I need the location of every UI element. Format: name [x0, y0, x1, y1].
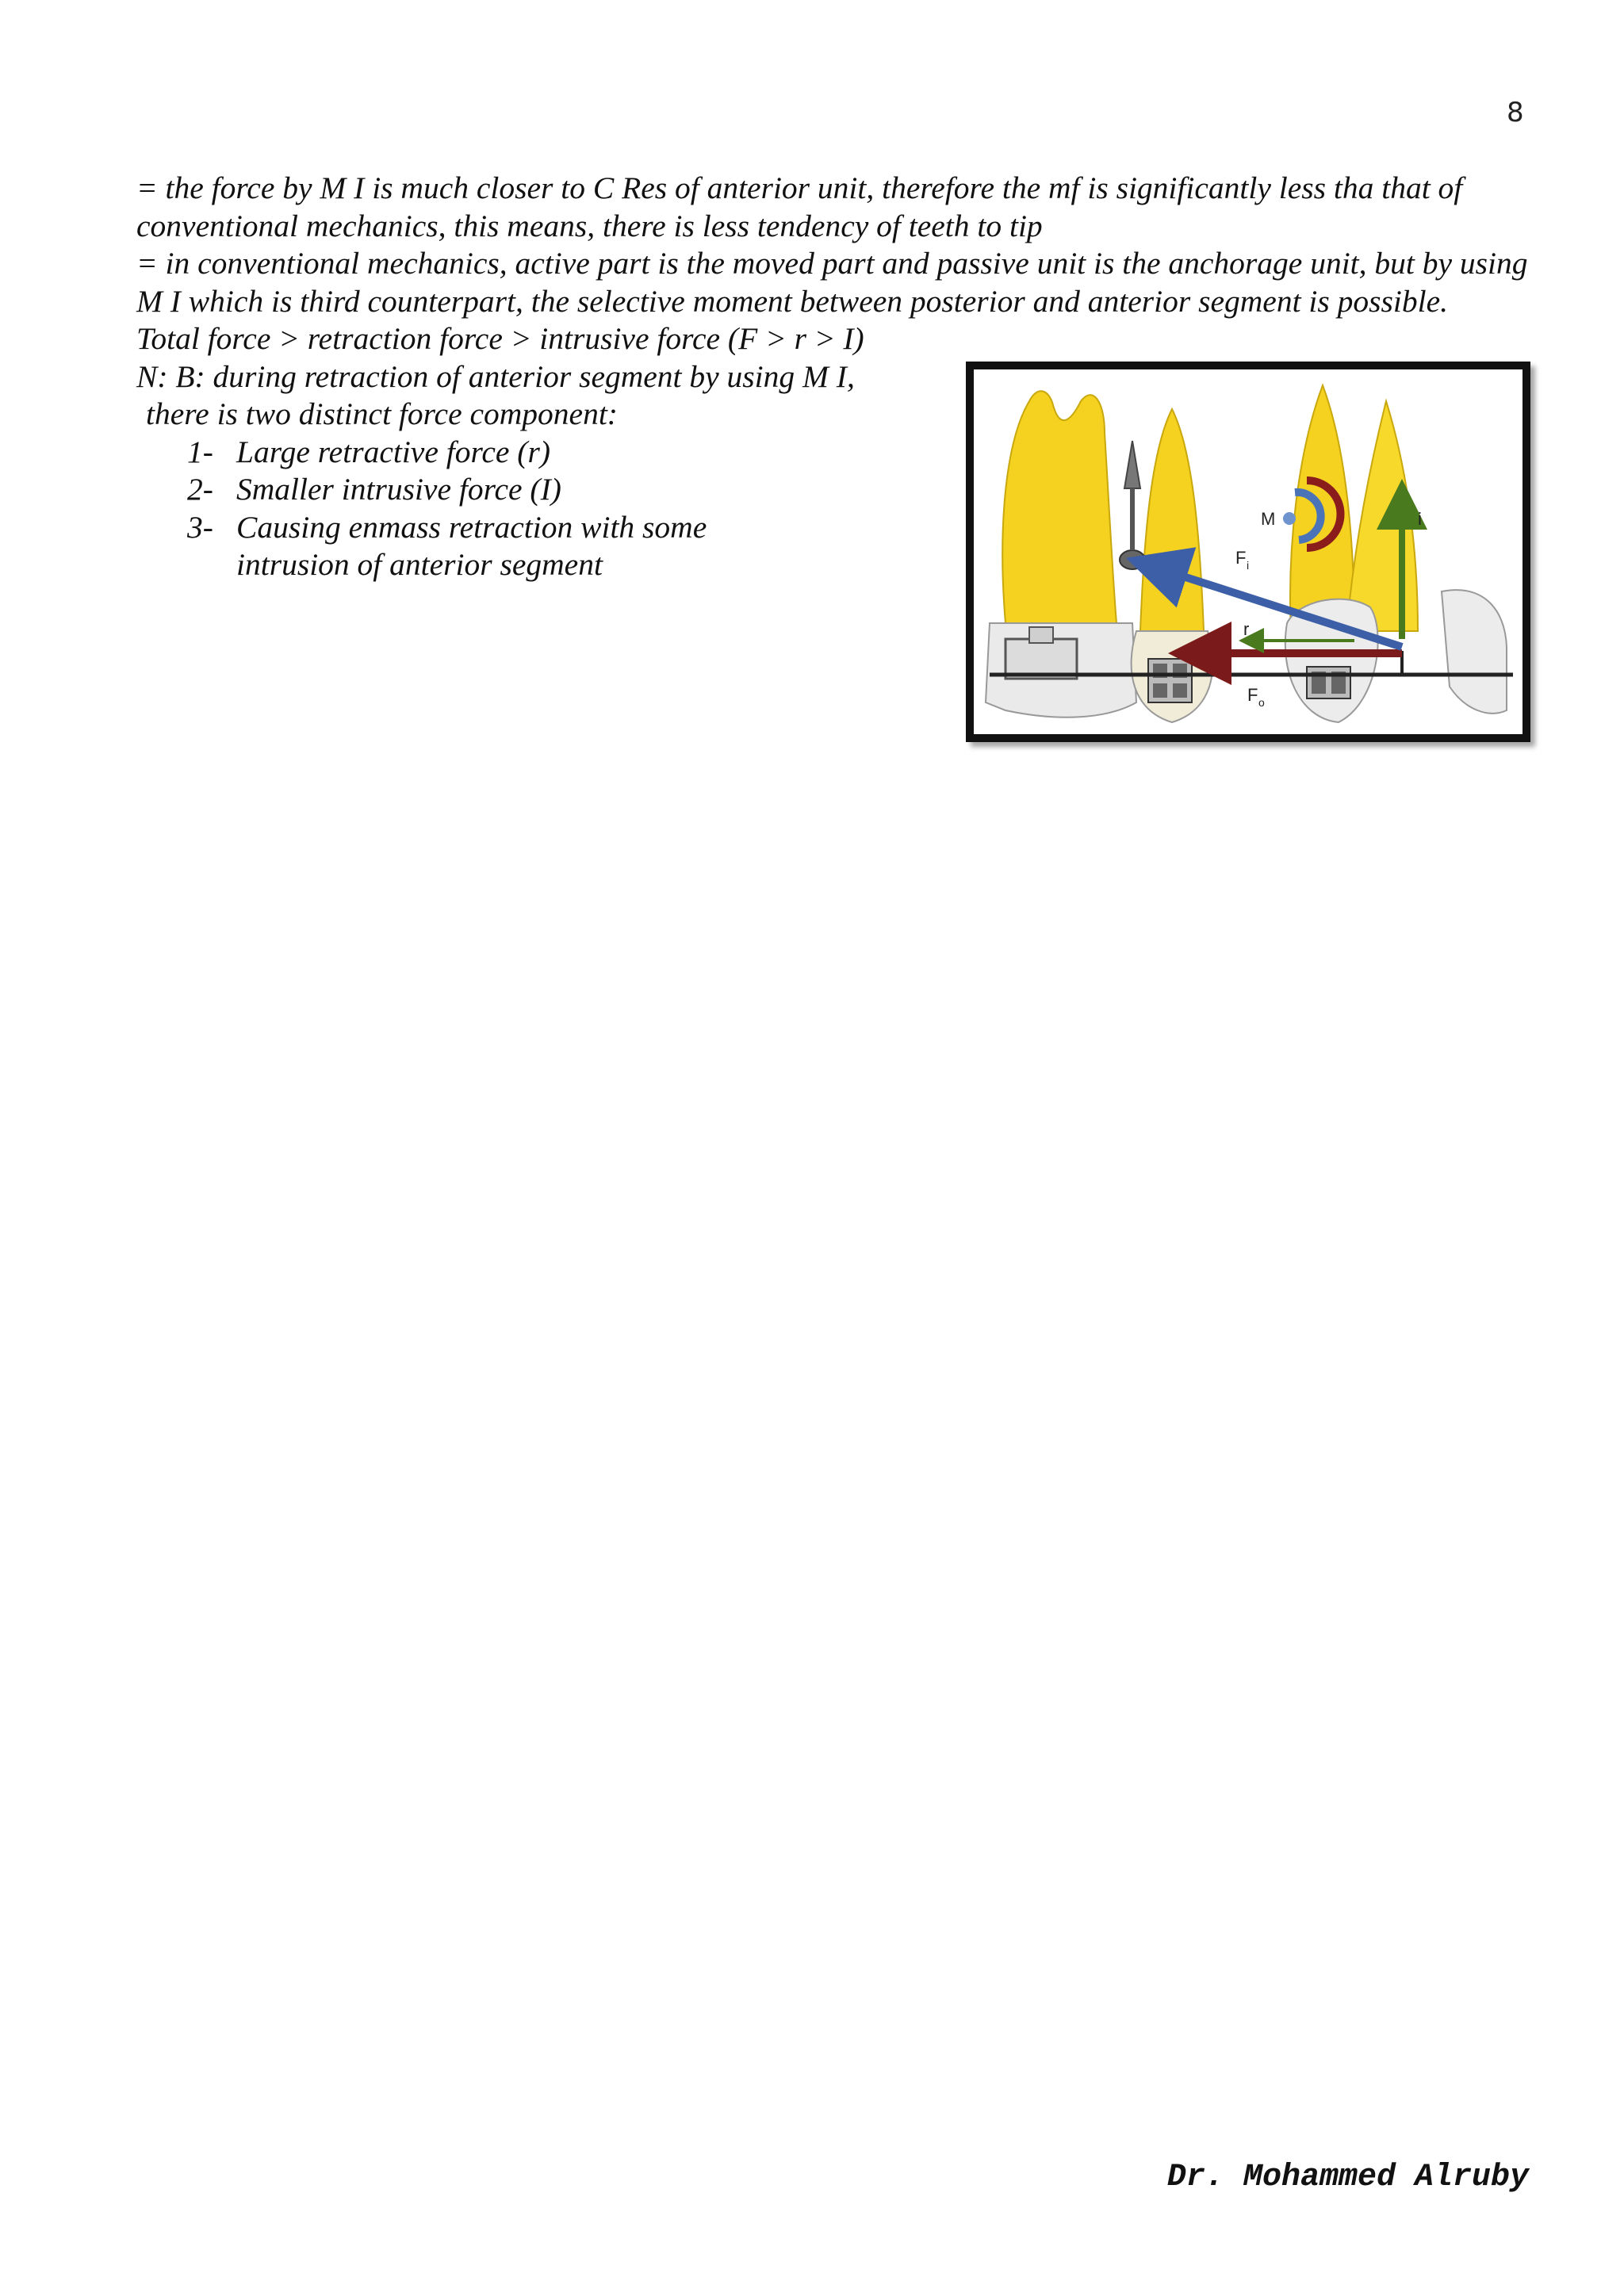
author-signature: Dr. Mohammed Alruby: [1166, 2160, 1529, 2195]
moment-label: M: [1261, 509, 1276, 529]
list-item-number: 1-: [187, 434, 213, 469]
mini-implant-diagram: [974, 369, 1522, 734]
page-number: 8: [1507, 97, 1524, 128]
implant-force-subscript: i: [1247, 559, 1250, 572]
list-item-text: intrusion of anterior segment: [236, 547, 603, 582]
total-force-line: Total force > retraction force > intrusive force (F > r > I): [136, 321, 864, 356]
origin-force-subscript: o: [1258, 696, 1265, 709]
nota-bene-line: N: B: during retraction of anterior segment by using M I,: [136, 358, 855, 394]
list-item-text: Large retractive force (r): [236, 434, 550, 469]
intrusion-label: i: [1418, 509, 1422, 529]
incisor-root: [1346, 401, 1418, 631]
list-item-number: 2-: [187, 472, 213, 507]
list-item-number: 3-: [187, 509, 213, 545]
implant-force-label: F: [1235, 548, 1247, 568]
list-item-text: Smaller intrusive force (I): [236, 472, 561, 507]
retraction-label: r: [1243, 619, 1250, 639]
molar-root: [1002, 391, 1116, 623]
mini-implant-icon: [1124, 441, 1140, 488]
origin-force-label: F: [1247, 685, 1258, 705]
premolar-root: [1140, 409, 1204, 631]
force-component-line: there is two distinct force component:: [146, 396, 618, 431]
list-item-text: Causing enmass retraction with some: [236, 509, 707, 545]
retraction-mechanics-figure: [966, 362, 1530, 742]
paragraph-force-closer: = the force by M I is much closer to C Res of anterior unit, therefore the mf is significantly less tha that of conventional mechanics, this means, there is less tendency of teeth to tip: [136, 170, 1463, 243]
paragraph-conventional-mechanics: = in conventional mechanics, active part is the moved part and passive unit is the anchorage unit, but by using M I which is third counterpart, the selective moment between posterior and anterior segment is possible.: [136, 246, 1528, 319]
